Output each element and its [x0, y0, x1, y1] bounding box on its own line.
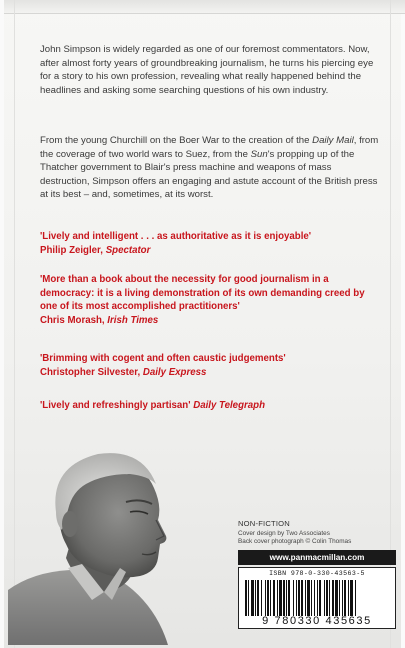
quote-author: Chris Morash, [40, 314, 108, 326]
quote-text: 'Lively and refreshingly partisan' [40, 400, 194, 411]
blurb-text: 's propping up of the Thatcher government to Blair's press machine and weapons of mass destruction, Simpson offers an engaging and astute account of the British press at its best – and, sometimes, at its worst. [40, 148, 378, 201]
barcode-bar [319, 580, 321, 616]
barcode-bar [255, 580, 256, 616]
barcode-bar [342, 580, 343, 616]
barcode-bar [245, 580, 247, 616]
quote-source: Daily Express [142, 366, 207, 378]
barcode-bar [317, 580, 318, 616]
barcode-bar [355, 580, 356, 616]
photo-credit: Back cover photograph © Colin Thomas [238, 538, 352, 546]
quote-source: Irish Times [107, 314, 159, 326]
isbn-label: ISBN 978-0-330-43563-5 [269, 570, 365, 577]
quote-author: Philip Zeigler, [40, 244, 106, 256]
publishing-info [238, 520, 398, 547]
barcode-bar [273, 580, 275, 616]
barcode-bar [311, 580, 312, 616]
barcode-bar [279, 580, 282, 616]
blurb-paragraph-1: John Simpson is widely regarded as one of our foremost commentators. Now, after almost forty years of groundbreaking journalism, he turns his piercing eye for a story to his own profession, revealing what really happened behind the headlines and asking some searching questions of his own industry. [40, 44, 374, 96]
barcode-bar [324, 580, 325, 616]
quote-author: Christopher Silvester, [40, 366, 143, 378]
quote-text: 'More than a book about the necessity for good journalism in a democracy: it is a living demonstration of its own demanding creed by one of its most accomplished practitioners' [40, 274, 365, 313]
review-quote-2 [40, 273, 379, 327]
design-credit: Cover design by Two Associates [238, 529, 330, 537]
barcode-bar [348, 580, 349, 616]
quote-source: Spectator [105, 244, 151, 256]
blurb-paragraph-2 [40, 134, 379, 202]
barcode-bar [265, 580, 266, 616]
barcode-bar [307, 580, 310, 616]
barcode-bar [305, 580, 306, 616]
review-quote-1 [40, 230, 379, 257]
barcode-bar [326, 580, 328, 616]
barcode-bar [293, 580, 294, 616]
barcode-bar [332, 580, 334, 616]
quote-attribution [40, 244, 379, 258]
barcode-bar [267, 580, 269, 616]
author-portrait [8, 440, 198, 645]
top-fold [4, 0, 405, 14]
ean-digits: 9 780330 435635 [262, 615, 372, 627]
quote-attribution [40, 314, 379, 328]
barcode-bar [329, 580, 330, 616]
barcode-bar [314, 580, 315, 616]
barcode-bar [283, 580, 285, 616]
barcode-bar [270, 580, 271, 616]
barcode-bar [261, 580, 262, 616]
barcode-bar [251, 580, 254, 616]
publisher-url[interactable]: www.panmacmillan.com [238, 550, 396, 565]
review-quote-4 [40, 399, 379, 413]
barcode-bar [286, 580, 287, 616]
barcode-bar [301, 580, 303, 616]
barcode-bar [298, 580, 300, 616]
barcode [245, 580, 391, 616]
barcode-bar [344, 580, 346, 616]
blurb-emphasis: Sun [250, 148, 268, 160]
quote-text: 'Lively and intelligent . . . as authoritative as it is enjoyable' [40, 231, 312, 242]
barcode-bar [339, 580, 340, 616]
quote-source: Daily Telegraph [193, 400, 265, 411]
category-label: NON-FICTION [238, 519, 290, 528]
barcode-bar [257, 580, 259, 616]
blurb-emphasis: Daily Mail [312, 135, 354, 146]
quote-text: 'Brimming with cogent and often caustic judgements' [40, 353, 286, 364]
barcode-bar [277, 580, 278, 616]
barcode-bar [335, 580, 338, 616]
barcode-bar [296, 580, 297, 616]
review-quote-3 [40, 352, 379, 379]
quote-attribution [40, 366, 379, 380]
barcode-bar [350, 580, 353, 616]
blurb-text: , from the coverage of two world wars to Suez, from the [40, 135, 379, 160]
blurb-text: From the young Churchill on the Boer War to the creation of the [40, 135, 313, 146]
barcode-bar [248, 580, 249, 616]
barcode-bar [288, 580, 290, 616]
barcode-block [238, 567, 396, 629]
